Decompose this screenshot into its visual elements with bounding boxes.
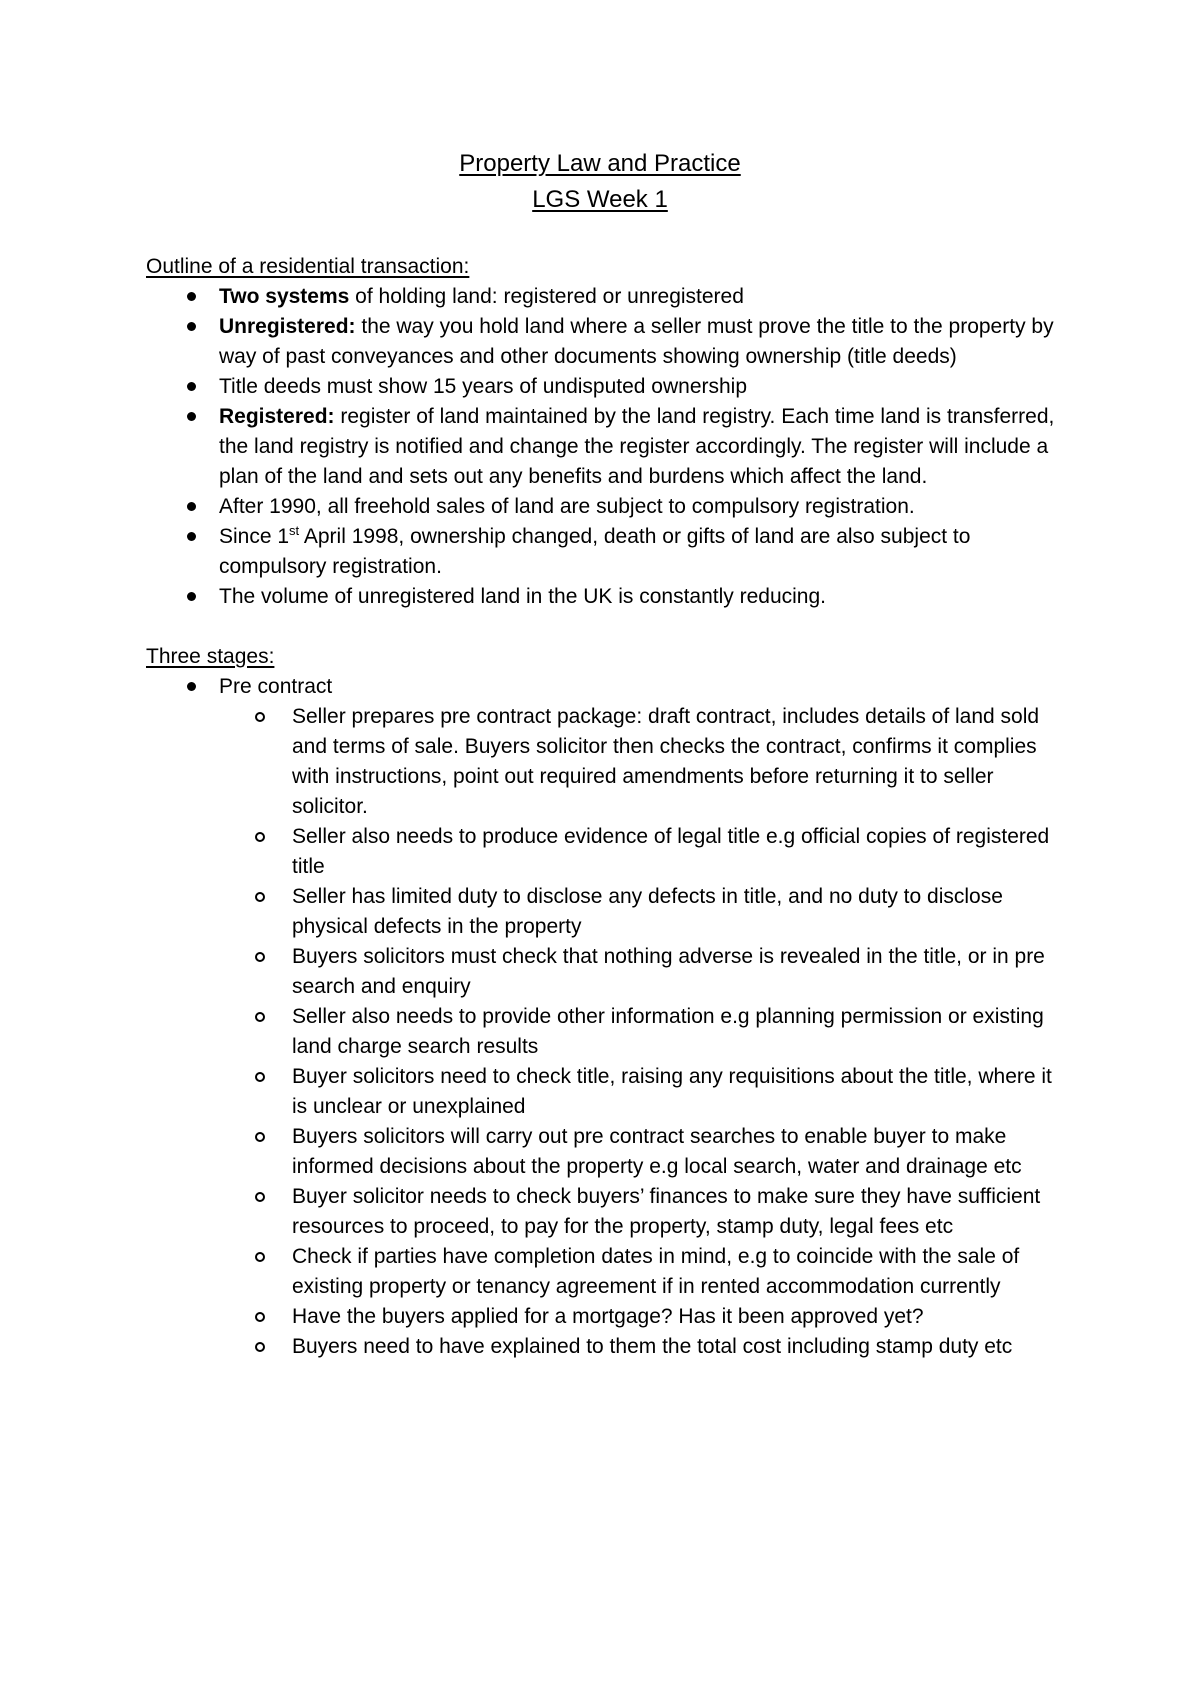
- sublist-item-text: Seller prepares pre contract package: draft contract, includes details of land sold and terms of sale. Buyers solicitor then checks the contract, confirms it complies with instructions, point out required amendments before returning it to seller solicitor.: [292, 705, 1040, 818]
- list-item-text: Title deeds must show 15 years of undisputed ownership: [219, 375, 748, 398]
- section-heading-stages: Three stages:: [146, 645, 275, 668]
- list-item: [146, 312, 1066, 372]
- bullet-icon: [187, 532, 196, 541]
- bullet-icon: [187, 502, 196, 511]
- list-item: [146, 282, 1066, 312]
- sublist-item-text: Buyer solicitors need to check title, raising any requisitions about the title, where it is unclear or unexplained: [292, 1065, 1052, 1118]
- pre-contract-sublist: [219, 702, 1066, 1362]
- sublist-item-text: Seller also needs to provide other information e.g planning permission or existing land charge search results: [292, 1005, 1044, 1058]
- sublist-item-text: Have the buyers applied for a mortgage? Has it been approved yet?: [292, 1305, 924, 1328]
- sublist-item: [219, 882, 1066, 942]
- list-item: [146, 402, 1066, 492]
- hollow-bullet-icon: [255, 712, 265, 722]
- hollow-bullet-icon: [255, 1312, 265, 1322]
- stage-label: Pre contract: [219, 675, 333, 698]
- document-body: [146, 252, 1066, 1362]
- sublist-item: [219, 1242, 1066, 1302]
- bullet-icon: [187, 322, 196, 331]
- hollow-bullet-icon: [255, 1132, 265, 1142]
- sublist-item-text: Buyers solicitors must check that nothing adverse is revealed in the title, or in pre search and enquiry: [292, 945, 1045, 998]
- sublist-item: [219, 1332, 1066, 1362]
- sublist-item: [219, 1062, 1066, 1122]
- hollow-bullet-icon: [255, 832, 265, 842]
- list-item-text: After 1990, all freehold sales of land are subject to compulsory registration.: [219, 495, 915, 518]
- stages-list: [146, 672, 1066, 1362]
- hollow-bullet-icon: [255, 1012, 265, 1022]
- list-item: [146, 372, 1066, 402]
- sublist-item: [219, 1302, 1066, 1332]
- list-item-text: Since 1: [219, 525, 290, 548]
- list-item-bold: Registered:: [219, 405, 335, 428]
- hollow-bullet-icon: [255, 1192, 265, 1202]
- sublist-item: [219, 1002, 1066, 1062]
- sublist-item: [219, 702, 1066, 822]
- hollow-bullet-icon: [255, 1342, 265, 1352]
- list-item: [146, 582, 1066, 612]
- list-item-text: register of land maintained by the land registry. Each time land is transferred, the land registry is notified and change the register accordingly. The register will include a plan of the land and sets out any benefits and burdens which affect the land.: [219, 405, 1055, 488]
- bullet-icon: [187, 292, 196, 301]
- list-item: [146, 492, 1066, 522]
- list-item-text: April 1998, ownership changed, death or gifts of land are also subject to compulsory registration.: [219, 525, 971, 578]
- sublist-item: [219, 942, 1066, 1002]
- list-item: [146, 522, 1066, 582]
- superscript: st: [289, 523, 300, 538]
- list-item-bold: Unregistered:: [219, 315, 356, 338]
- sublist-item-text: Buyers solicitors will carry out pre contract searches to enable buyer to make informed decisions about the property e.g local search, water and drainage etc: [292, 1125, 1022, 1178]
- bullet-icon: [187, 592, 196, 601]
- hollow-bullet-icon: [255, 1072, 265, 1082]
- section-heading-outline: Outline of a residential transaction:: [146, 255, 470, 278]
- sublist-item: [219, 1122, 1066, 1182]
- title-block: [0, 146, 1200, 218]
- sublist-item-text: Buyer solicitor needs to check buyers’ finances to make sure they have sufficient resources to proceed, to pay for the property, stamp duty, legal fees etc: [292, 1185, 1041, 1238]
- outline-list: [146, 282, 1066, 612]
- sublist-item-text: Buyers need to have explained to them the total cost including stamp duty etc: [292, 1335, 1013, 1358]
- sublist-item: [219, 1182, 1066, 1242]
- hollow-bullet-icon: [255, 1252, 265, 1262]
- list-item-text: The volume of unregistered land in the UK is constantly reducing.: [219, 585, 827, 608]
- sublist-item: [219, 822, 1066, 882]
- sublist-item-text: Seller has limited duty to disclose any defects in title, and no duty to disclose physical defects in the property: [292, 885, 1003, 938]
- bullet-icon: [187, 682, 196, 691]
- bullet-icon: [187, 382, 196, 391]
- sublist-item-text: Check if parties have completion dates in mind, e.g to coincide with the sale of existing property or tenancy agreement if in rented accommodation currently: [292, 1245, 1020, 1298]
- list-item-text: of holding land: registered or unregistered: [349, 285, 744, 308]
- list-item-bold: Two systems: [219, 285, 350, 308]
- list-item-text: the way you hold land where a seller must prove the title to the property by way of past conveyances and other documents showing ownership (title deeds): [219, 315, 1054, 368]
- document-subtitle: LGS Week 1: [532, 186, 668, 213]
- document-title: Property Law and Practice: [459, 150, 741, 177]
- hollow-bullet-icon: [255, 952, 265, 962]
- hollow-bullet-icon: [255, 892, 265, 902]
- bullet-icon: [187, 412, 196, 421]
- sublist-item-text: Seller also needs to produce evidence of legal title e.g official copies of registered title: [292, 825, 1050, 878]
- list-item: [146, 672, 1066, 1362]
